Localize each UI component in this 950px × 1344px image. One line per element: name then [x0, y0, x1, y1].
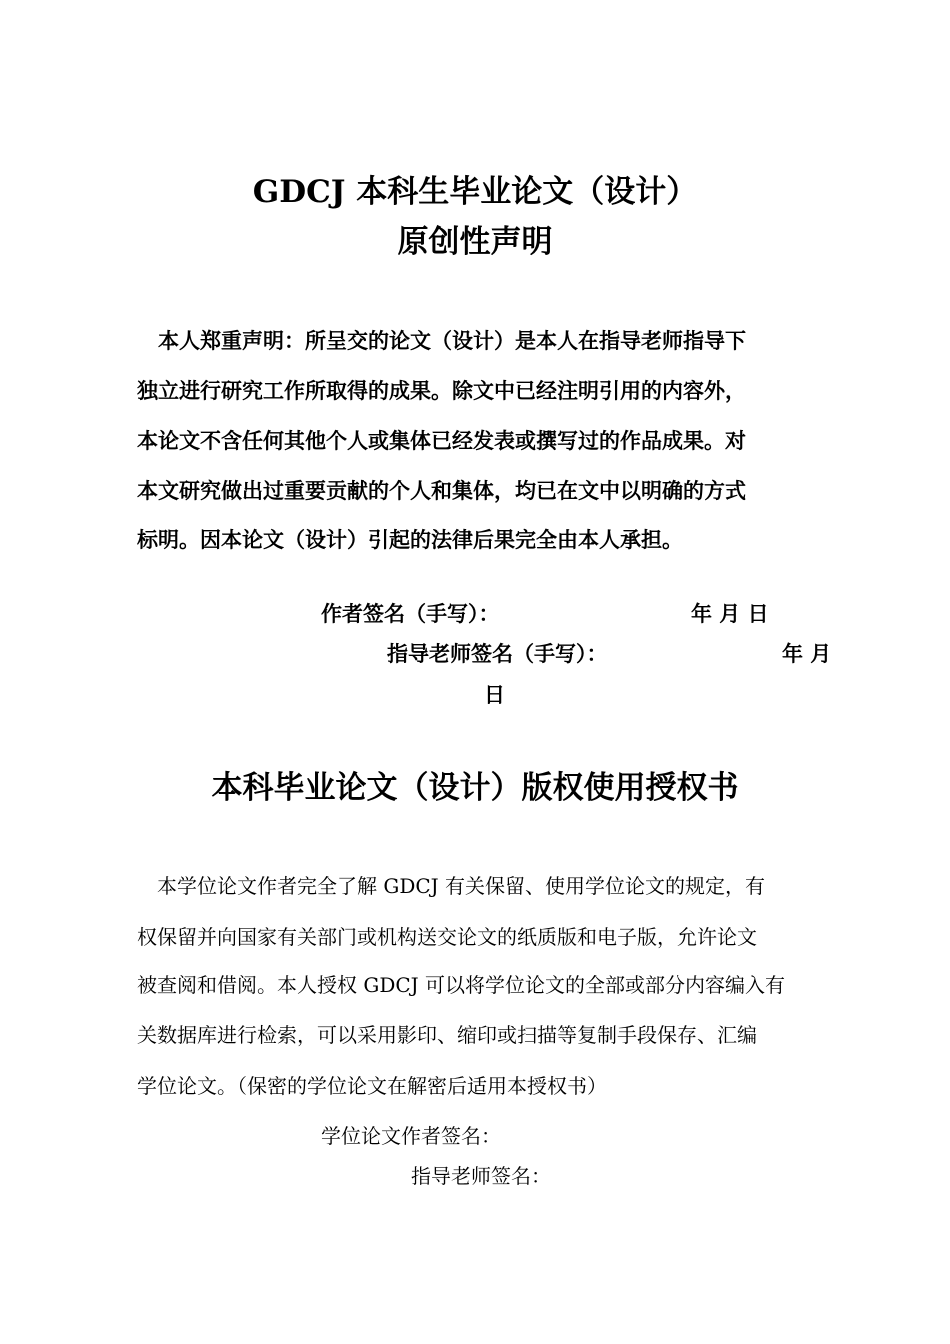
declaration-body-line: 本论文不含任何其他个人或集体已经发表或撰写过的作品成果。对	[137, 429, 746, 453]
authorization-body-line: 关数据库进行检索，可以采用影印、缩印或扫描等复制手段保存、汇编	[137, 1023, 757, 1047]
authorization-body-line: 学位论文。（保密的学位论文在解密后适用本授权书）	[137, 1074, 607, 1098]
declaration-title-line2: 原创性声明	[397, 224, 553, 260]
author-signature-date: 年 月 日	[691, 602, 769, 626]
declaration-body-line: 本人郑重声明：所呈交的论文（设计）是本人在指导老师指导下	[137, 329, 746, 353]
thesis-author-signature-label: 学位论文作者签名：	[321, 1124, 501, 1148]
advisor-signature-label: 指导老师签名（手写）：	[387, 642, 608, 666]
advisor-signature-date-wrap: 日	[484, 683, 505, 707]
authorization-body-line: 本学位论文作者完全了解 GDCJ 有关保留、使用学位论文的规定，有	[137, 874, 766, 898]
authorization-title: 本科毕业论文（设计）版权使用授权书	[211, 770, 739, 806]
advisor-signature-date: 年 月	[782, 642, 832, 666]
author-signature-label: 作者签名（手写）：	[321, 602, 500, 626]
authorization-body-line: 被查阅和借阅。本人授权 GDCJ 可以将学位论文的全部或部分内容编入有	[137, 973, 786, 997]
declaration-title-line1: GDCJ 本科生毕业论文（设计）	[252, 174, 698, 210]
declaration-body-line: 本文研究做出过重要贡献的个人和集体，均已在文中以明确的方式	[137, 479, 746, 503]
thesis-advisor-signature-label: 指导老师签名：	[411, 1164, 551, 1188]
authorization-body-line: 权保留并向国家有关部门或机构送交论文的纸质版和电子版，允许论文	[137, 925, 757, 949]
declaration-body-line: 独立进行研究工作所取得的成果。除文中已经注明引用的内容外，	[137, 379, 746, 403]
declaration-body-line: 标明。因本论文（设计）引起的法律后果完全由本人承担。	[137, 528, 683, 552]
